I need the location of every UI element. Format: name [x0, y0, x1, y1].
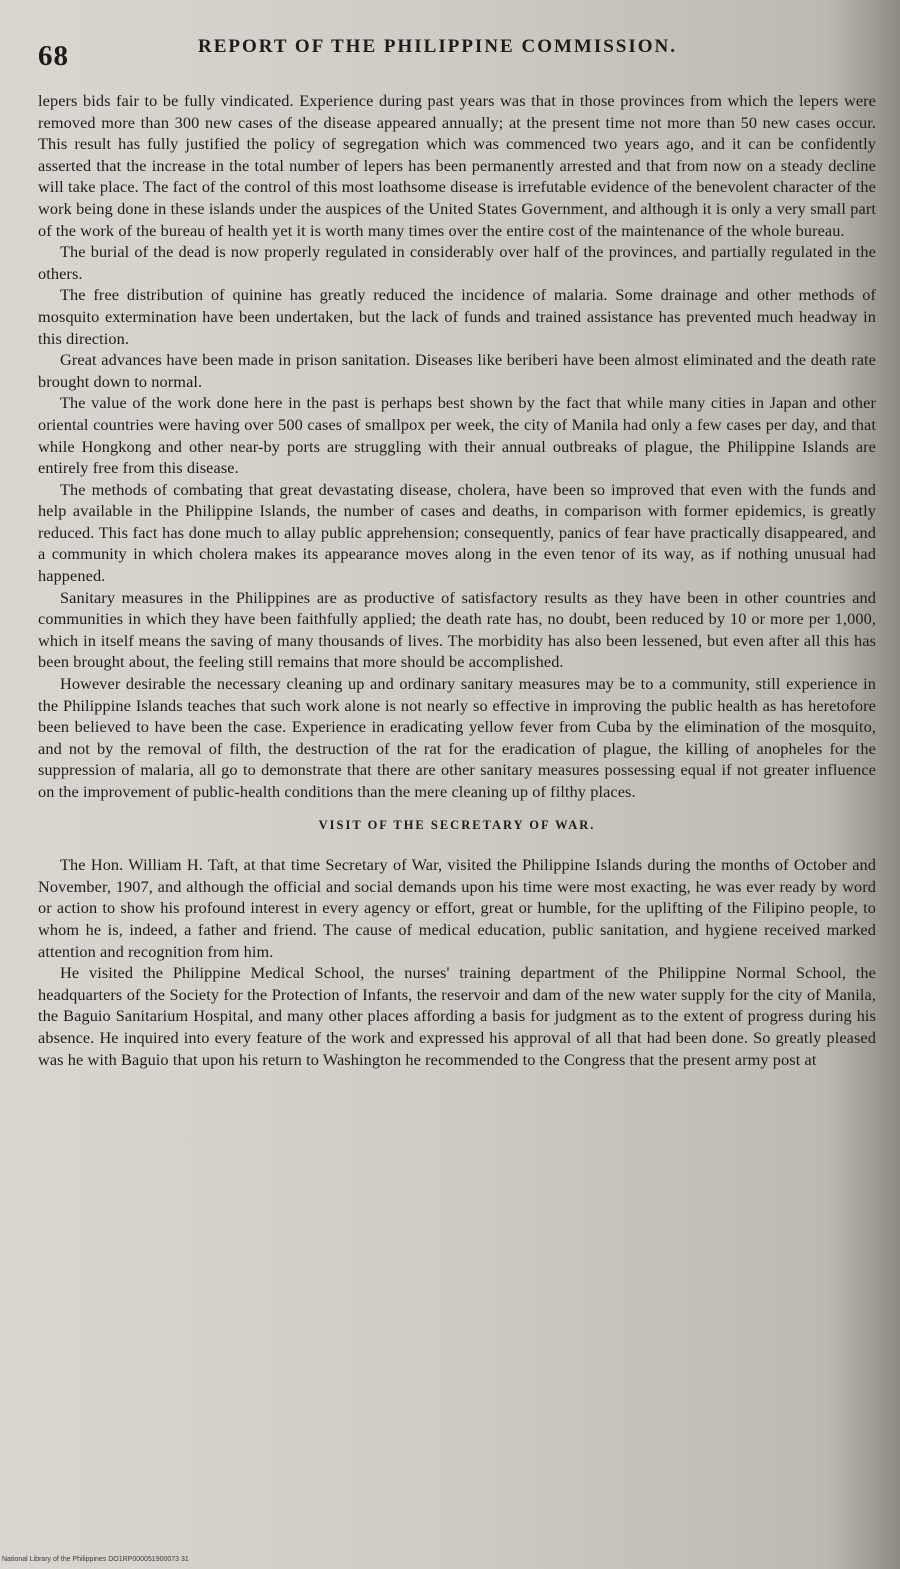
paragraph: The free distribution of quinine has greatly reduced the incidence of malaria. Some drainage and other methods of mosquito extermination have been undertaken, but the lack of funds and trained assistance has prevented much headway in this direction. [38, 285, 876, 348]
archive-footer: National Library of the Philippines DO1RP000051900073 31 [2, 1556, 189, 1563]
document-page [38, 14, 886, 1549]
page-number: 68 [38, 40, 69, 72]
paragraph: He visited the Philippine Medical School, the nurses' training department of the Philippine Normal School, the headquarters of the Society for the Protection of Infants, the reservoir and dam of the new water supply for the city of Manila, the Baguio Sanitarium Hospital, and many other places affording a basis for judgment as to the extent of progress during his absence. He inquired into every feature of the work and expressed his approval of all that had been done. So greatly pleased was he with Baguio that upon his return to Washington he recommended to the Congress that the present army post at [38, 963, 876, 1069]
paragraph: The methods of combating that great devastating disease, cholera, have been so improved that even with the funds and help available in the Philippine Islands, the number of cases and deaths, in comparison with former epidemics, is greatly reduced. This fact has done much to allay public apprehension; consequently, panics of fear have practically disappeared, and a community in which cholera makes its appearance moves along in the even tenor of its way, as if nothing unusual had happened. [38, 479, 876, 586]
page-header [38, 14, 886, 74]
paragraph: lepers bids fair to be fully vindicated. Experience during past years was that in those provinces from which the lepers were removed more than 300 new cases of the disease appeared annually; at the present time not more than 50 new cases occur. This result has fully justified the policy of segregation which was commenced two years ago, and it can be confidently asserted that the increase in the total number of lepers has been permanently arrested and that from now on a steady decline will take place. The fact of the control of this most loathsome disease is irrefutable evidence of the benevolent character of the work being done in these islands under the auspices of the United States Government, and although it is only a very small part of the work of the bureau of health yet it is worth many times over the entire cost of the maintenance of the whole bureau. [38, 91, 876, 240]
paragraph: Sanitary measures in the Philippines are as productive of satisfactory results as they have been in other countries and communities in which they have been faithfully applied; the death rate has, no doubt, been reduced by 10 or more per 1,000, which in itself means the saving of many thousands of lives. The morbidity has also been lessened, but even after all this has been brought about, the feeling still remains that more should be accomplished. [38, 587, 876, 672]
paragraph: The burial of the dead is now properly regulated in considerably over half of the provinces, and partially regulated in the others. [38, 242, 876, 283]
section-heading: VISIT OF THE SECRETARY OF WAR. [318, 817, 596, 832]
paragraph: However desirable the necessary cleaning up and ordinary sanitary measures may be to a community, still experience in the Philippine Islands teaches that such work alone is not nearly so effective in improving the public health as has heretofore been believed to have been the case. Experience in eradicating yellow fever from Cuba by the elimination of the mosquito, and not by the removal of filth, the destruction of the rat for the eradication of plague, the killing of anopheles for the suppression of malaria, all go to demonstrate that there are other sanitary measures possessing equal if not greater influence on the improvement of public-health conditions than the mere cleaning up of filthy places. [38, 674, 876, 801]
paragraph: The value of the work done here in the past is perhaps best shown by the fact that while many cities in Japan and other oriental countries were having over 500 cases of smallpox per week, the city of Manila had only a few cases per day, and that while Hongkong and other near-by ports are struggling with their annual outbreaks of plague, the Philippine Islands are entirely free from this disease. [38, 393, 876, 478]
paragraph: Great advances have been made in prison sanitation. Diseases like beriberi have been almost eliminated and the death rate brought down to normal. [38, 350, 876, 391]
document-body [38, 90, 876, 1070]
running-head: REPORT OF THE PHILIPPINE COMMISSION. [198, 36, 678, 57]
paragraph: The Hon. William H. Taft, at that time Secretary of War, visited the Philippine Islands during the months of October and November, 1907, and although the official and social demands upon his time were most exacting, he was ever ready by word or action to show his profound interest in every agency or effort, great or humble, for the uplifting of the Filipino people, to whom he is, indeed, a father and friend. The cause of medical education, public sanitation, and hygiene received marked attention and recognition from him. [38, 855, 876, 961]
